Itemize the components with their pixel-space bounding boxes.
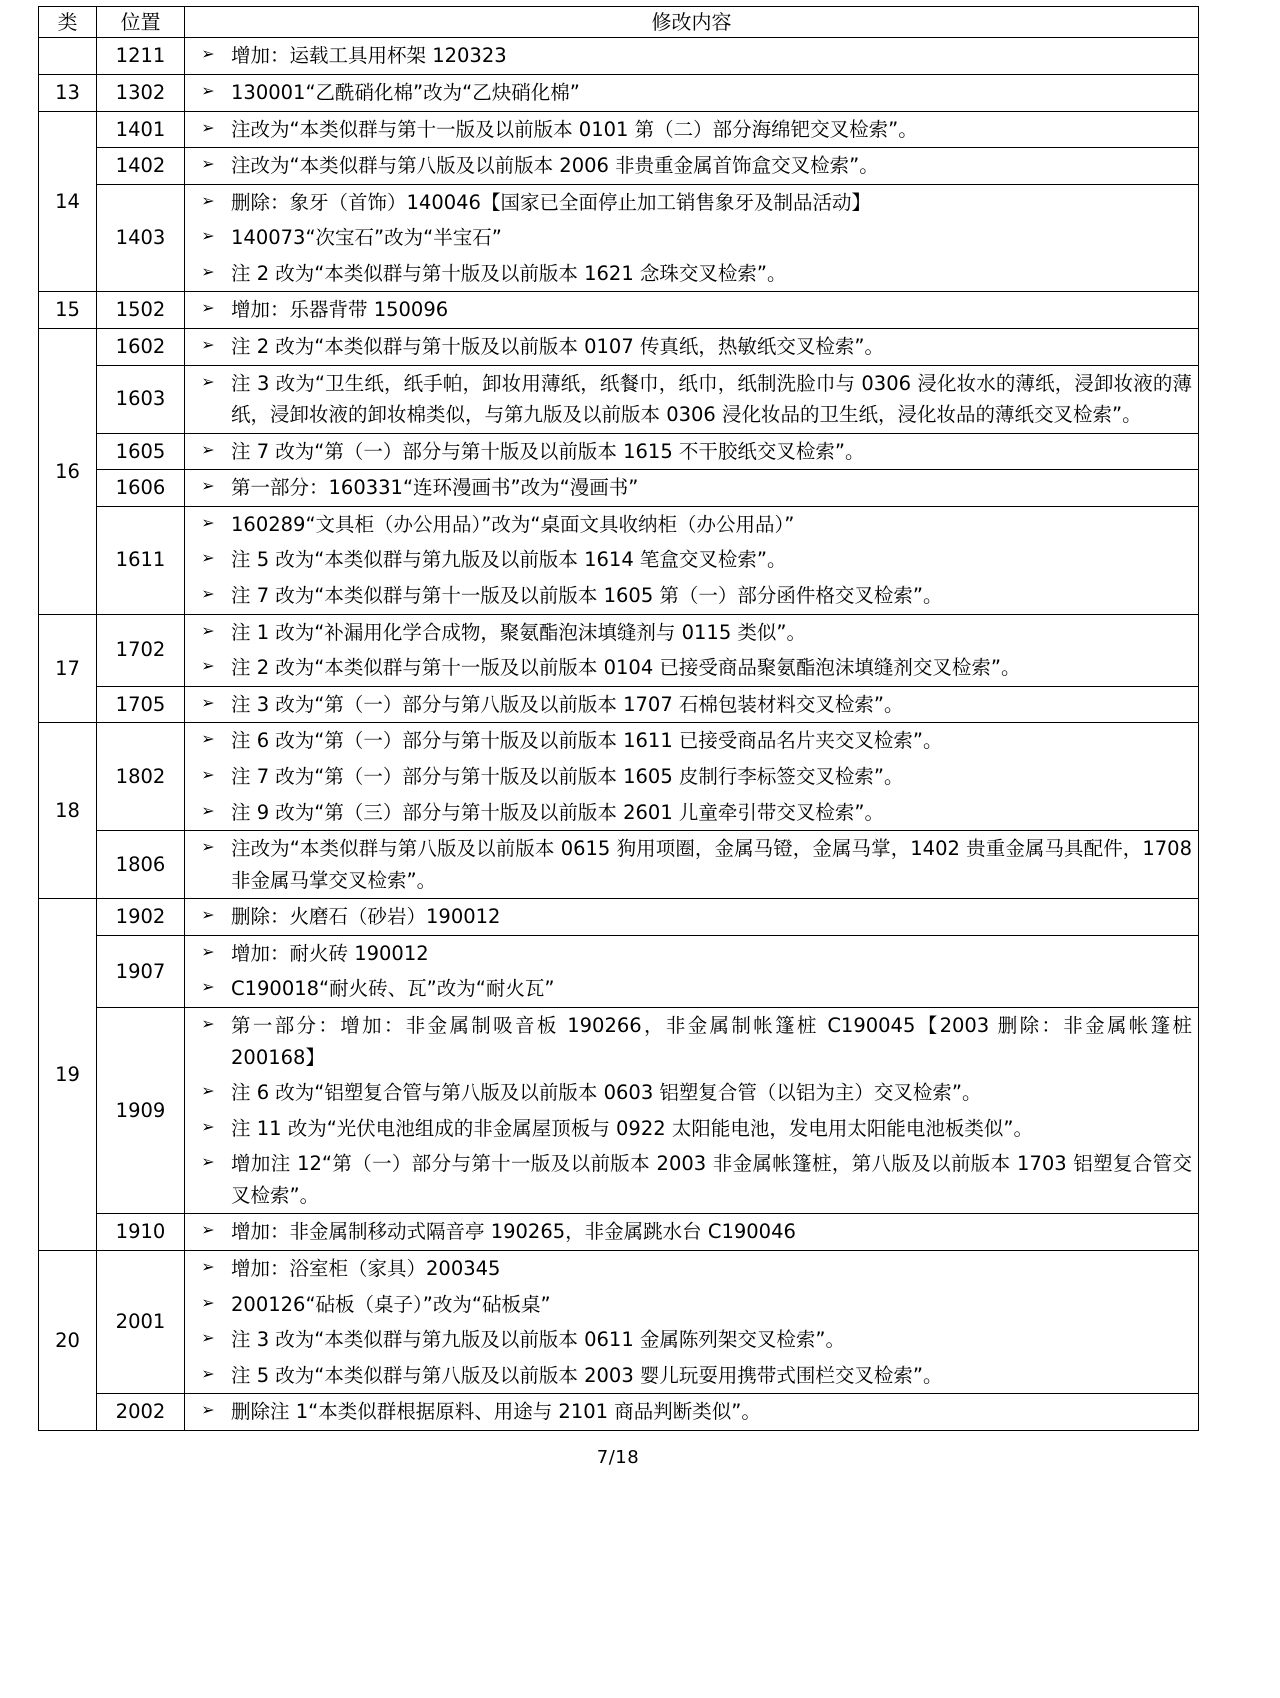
table-row	[39, 329, 1199, 366]
cell-position: 1611	[97, 506, 185, 614]
amendment-text: 第一部分：160331“连环漫画书”改为“漫画书”	[231, 476, 639, 500]
amendment-text: 注 3 改为“卫生纸，纸手帕，卸妆用薄纸，纸餐巾，纸巾，纸制洗脸巾与 0306 浸化妆水的薄纸，浸卸妆液的薄纸，浸卸妆液的卸妆棉类似，与第九版及以前版本 0306 浸化妆品的卫生纸，浸化妆品的薄纸交叉检索”。	[231, 371, 1192, 427]
list-item	[185, 759, 1198, 795]
arrow-bullet-icon: ➢	[201, 1081, 215, 1101]
table-row	[39, 506, 1199, 614]
cell-content	[185, 1251, 1199, 1394]
cell-position: 1402	[97, 148, 185, 185]
arrow-bullet-icon: ➢	[201, 44, 215, 64]
arrow-bullet-icon: ➢	[201, 1292, 215, 1312]
table-body	[39, 38, 1199, 1431]
amendment-list	[185, 366, 1198, 433]
cell-position: 1702	[97, 614, 185, 686]
amendment-text: 注 3 改为“本类似群与第九版及以前版本 0611 金属陈列架交叉检索”。	[231, 1328, 846, 1352]
cell-content	[185, 1008, 1199, 1214]
list-item	[185, 507, 1198, 543]
arrow-bullet-icon: ➢	[201, 80, 215, 100]
amendment-list	[185, 470, 1198, 506]
table-row	[39, 365, 1199, 433]
cell-position: 1910	[97, 1214, 185, 1251]
list-item	[185, 1111, 1198, 1147]
arrow-bullet-icon: ➢	[201, 371, 215, 391]
cell-content	[185, 723, 1199, 831]
table-row	[39, 111, 1199, 148]
table-header	[39, 7, 1199, 38]
list-item	[185, 148, 1198, 184]
cell-content	[185, 899, 1199, 936]
list-item	[185, 38, 1198, 74]
cell-class: 18	[39, 723, 97, 899]
amendment-list	[185, 1008, 1198, 1213]
cell-content	[185, 433, 1199, 470]
list-item	[185, 366, 1198, 433]
cell-position: 1806	[97, 831, 185, 899]
cell-content	[185, 506, 1199, 614]
cell-content	[185, 329, 1199, 366]
amendment-list	[185, 434, 1198, 470]
amendment-list	[185, 1394, 1198, 1430]
arrow-bullet-icon: ➢	[201, 764, 215, 784]
amendment-list	[185, 687, 1198, 723]
amendment-list	[185, 936, 1198, 1007]
cell-content	[185, 111, 1199, 148]
amendment-list	[185, 75, 1198, 111]
arrow-bullet-icon: ➢	[201, 1257, 215, 1277]
cell-position: 1403	[97, 184, 185, 292]
amendment-text: 注 3 改为“第（一）部分与第八版及以前版本 1707 石棉包装材料交叉检索”。	[231, 692, 904, 716]
amendment-text: 注 7 改为“第（一）部分与第十版及以前版本 1605 皮制行李标签交叉检索”。	[231, 764, 904, 788]
table-row	[39, 292, 1199, 329]
cell-class: 15	[39, 292, 97, 329]
amendment-list	[185, 615, 1198, 686]
cell-position: 2002	[97, 1394, 185, 1431]
list-item	[185, 112, 1198, 148]
amendment-text: 注 2 改为“本类似群与第十一版及以前版本 0104 已接受商品聚氨酯泡沫填缝剂交叉检索”。	[231, 656, 1021, 680]
cell-content	[185, 831, 1199, 899]
amendment-text: 增加：运载工具用杯架 120323	[231, 44, 507, 68]
arrow-bullet-icon: ➢	[201, 335, 215, 355]
arrow-bullet-icon: ➢	[201, 620, 215, 640]
list-item	[185, 1214, 1198, 1250]
cell-position: 1603	[97, 365, 185, 433]
amendment-text: 注 5 改为“本类似群与第八版及以前版本 2003 婴儿玩耍用携带式围栏交叉检索”。	[231, 1363, 943, 1387]
table-row	[39, 935, 1199, 1007]
arrow-bullet-icon: ➢	[201, 1220, 215, 1240]
column-header-content: 修改内容	[185, 7, 1199, 38]
table-row	[39, 470, 1199, 507]
amendment-text: C190018“耐火砖、瓦”改为“耐火瓦”	[231, 977, 555, 1001]
list-item	[185, 1251, 1198, 1287]
amendment-text: 增加：浴室柜（家具）200345	[231, 1257, 501, 1281]
cell-class	[39, 38, 97, 75]
list-item	[185, 1075, 1198, 1111]
cell-position: 1606	[97, 470, 185, 507]
cell-position: 1902	[97, 899, 185, 936]
cell-content	[185, 184, 1199, 292]
arrow-bullet-icon: ➢	[201, 941, 215, 961]
cell-position: 1401	[97, 111, 185, 148]
arrow-bullet-icon: ➢	[201, 154, 215, 174]
list-item	[185, 1394, 1198, 1430]
amendment-text: 注 5 改为“本类似群与第九版及以前版本 1614 笔盒交叉检索”。	[231, 548, 787, 572]
list-item	[185, 578, 1198, 614]
amendment-text: 注 6 改为“铝塑复合管与第八版及以前版本 0603 铝塑复合管（以铝为主）交叉检索”。	[231, 1081, 982, 1105]
list-item	[185, 936, 1198, 972]
cell-content	[185, 292, 1199, 329]
amendment-text: 删除：象牙（首饰）140046【国家已全面停止加工销售象牙及制品活动】	[231, 190, 871, 214]
arrow-bullet-icon: ➢	[201, 800, 215, 820]
amendment-list	[185, 329, 1198, 365]
arrow-bullet-icon: ➢	[201, 837, 215, 857]
table-row	[39, 1214, 1199, 1251]
amendment-text: 删除注 1“本类似群根据原料、用途与 2101 商品判断类似”。	[231, 1400, 761, 1424]
arrow-bullet-icon: ➢	[201, 226, 215, 246]
amendment-text: 注 11 改为“光伏电池组成的非金属屋顶板与 0922 太阳能电池，发电用太阳能电池板类似”。	[231, 1116, 1033, 1140]
amendment-list	[185, 1251, 1198, 1393]
cell-position: 1605	[97, 433, 185, 470]
amendment-text: 160289“文具柜（办公用品）”改为“桌面文具收纳柜（办公用品）”	[231, 512, 795, 536]
arrow-bullet-icon: ➢	[201, 584, 215, 604]
list-item	[185, 723, 1198, 759]
amendment-text: 注 7 改为“第（一）部分与第十版及以前版本 1615 不干胶纸交叉检索”。	[231, 439, 865, 463]
cell-content	[185, 686, 1199, 723]
list-item	[185, 971, 1198, 1007]
amendment-list	[185, 292, 1198, 328]
list-item	[185, 1008, 1198, 1075]
amendment-text: 注 1 改为“补漏用化学合成物，聚氨酯泡沫填缝剂与 0115 类似”。	[231, 620, 807, 644]
arrow-bullet-icon: ➢	[201, 548, 215, 568]
list-item	[185, 615, 1198, 651]
amendment-text: 注 2 改为“本类似群与第十版及以前版本 1621 念珠交叉检索”。	[231, 261, 787, 285]
cell-content	[185, 1394, 1199, 1431]
arrow-bullet-icon: ➢	[201, 656, 215, 676]
table-row	[39, 723, 1199, 831]
amendment-text: 增加：耐火砖 190012	[231, 941, 429, 965]
arrow-bullet-icon: ➢	[201, 439, 215, 459]
cell-position: 1802	[97, 723, 185, 831]
list-item	[185, 831, 1198, 898]
table-row	[39, 433, 1199, 470]
amendment-text: 130001“乙酰硝化棉”改为“乙炔硝化棉”	[231, 80, 580, 104]
list-item	[185, 185, 1198, 221]
table-row	[39, 831, 1199, 899]
amendment-list	[185, 112, 1198, 148]
cell-content	[185, 74, 1199, 111]
table-row	[39, 148, 1199, 185]
amendment-text: 注 2 改为“本类似群与第十版及以前版本 0107 传真纸，热敏纸交叉检索”。	[231, 335, 885, 359]
list-item	[185, 899, 1198, 935]
list-item	[185, 220, 1198, 256]
arrow-bullet-icon: ➢	[201, 1400, 215, 1420]
arrow-bullet-icon: ➢	[201, 1152, 215, 1172]
arrow-bullet-icon: ➢	[201, 117, 215, 137]
arrow-bullet-icon: ➢	[201, 1116, 215, 1136]
cell-class: 16	[39, 329, 97, 615]
arrow-bullet-icon: ➢	[201, 905, 215, 925]
arrow-bullet-icon: ➢	[201, 190, 215, 210]
cell-position: 1909	[97, 1008, 185, 1214]
list-item	[185, 1146, 1198, 1213]
amendment-text: 增加：乐器背带 150096	[231, 298, 449, 322]
arrow-bullet-icon: ➢	[201, 1328, 215, 1348]
list-item	[185, 650, 1198, 686]
amendment-text: 注改为“本类似群与第八版及以前版本 2006 非贵重金属首饰盒交叉检索”。	[231, 154, 879, 178]
arrow-bullet-icon: ➢	[201, 1363, 215, 1383]
table-row	[39, 614, 1199, 686]
amendment-list	[185, 831, 1198, 898]
cell-content	[185, 935, 1199, 1007]
arrow-bullet-icon: ➢	[201, 476, 215, 496]
list-item	[185, 542, 1198, 578]
amendment-list	[185, 148, 1198, 184]
amendment-list	[185, 38, 1198, 74]
amendment-list	[185, 185, 1198, 292]
list-item	[185, 687, 1198, 723]
list-item	[185, 1322, 1198, 1358]
list-item	[185, 795, 1198, 831]
amendment-list	[185, 1214, 1198, 1250]
amendment-list	[185, 899, 1198, 935]
cell-content	[185, 1214, 1199, 1251]
cell-content	[185, 614, 1199, 686]
list-item	[185, 434, 1198, 470]
cell-class: 20	[39, 1251, 97, 1431]
table-row	[39, 1008, 1199, 1214]
cell-content	[185, 365, 1199, 433]
table-row	[39, 1394, 1199, 1431]
cell-class: 17	[39, 614, 97, 723]
table-header-row	[39, 7, 1199, 38]
amendment-text: 注 9 改为“第（三）部分与第十版及以前版本 2601 儿童牵引带交叉检索”。	[231, 800, 885, 824]
amendment-text: 增加：非金属制移动式隔音亭 190265，非金属跳水台 C190046	[231, 1220, 796, 1244]
list-item	[185, 470, 1198, 506]
arrow-bullet-icon: ➢	[201, 512, 215, 532]
column-header-position: 位置	[97, 7, 185, 38]
table-row	[39, 38, 1199, 75]
cell-content	[185, 148, 1199, 185]
arrow-bullet-icon: ➢	[201, 729, 215, 749]
arrow-bullet-icon: ➢	[201, 298, 215, 318]
arrow-bullet-icon: ➢	[201, 1014, 215, 1033]
list-item	[185, 75, 1198, 111]
list-item	[185, 256, 1198, 292]
cell-position: 2001	[97, 1251, 185, 1394]
cell-position: 1705	[97, 686, 185, 723]
cell-position: 1502	[97, 292, 185, 329]
amendment-text: 200126“砧板（桌子）”改为“砧板桌”	[231, 1292, 551, 1316]
amendment-text: 140073“次宝石”改为“半宝石”	[231, 226, 502, 250]
amendment-text: 删除：火磨石（砂岩）190012	[231, 905, 501, 929]
arrow-bullet-icon: ➢	[201, 692, 215, 712]
page-number: 7/18	[596, 1446, 640, 1468]
amendment-text: 注改为“本类似群与第十一版及以前版本 0101 第（二）部分海绵钯交叉检索”。	[231, 117, 918, 141]
table-row	[39, 74, 1199, 111]
cell-content	[185, 38, 1199, 75]
cell-class: 13	[39, 74, 97, 111]
cell-class: 14	[39, 111, 97, 292]
cell-position: 1907	[97, 935, 185, 1007]
list-item	[185, 1287, 1198, 1323]
arrow-bullet-icon: ➢	[201, 261, 215, 281]
amendments-table	[38, 6, 1199, 1431]
cell-position: 1602	[97, 329, 185, 366]
column-header-class: 类	[39, 7, 97, 38]
arrow-bullet-icon: ➢	[201, 977, 215, 997]
cell-class: 19	[39, 899, 97, 1251]
table-row	[39, 1251, 1199, 1394]
table-row	[39, 184, 1199, 292]
cell-content	[185, 470, 1199, 507]
cell-position: 1302	[97, 74, 185, 111]
list-item	[185, 1358, 1198, 1394]
amendment-list	[185, 507, 1198, 614]
amendment-list	[185, 723, 1198, 830]
amendment-text: 注 6 改为“第（一）部分与第十版及以前版本 1611 已接受商品名片夹交叉检索”。	[231, 729, 943, 753]
amendment-text: 第一部分：增加：非金属制吸音板 190266，非金属制帐篷桩 C190045【2003 删除：非金属帐篷桩 200168】	[231, 1014, 1192, 1069]
table-row	[39, 899, 1199, 936]
list-item	[185, 329, 1198, 365]
table-row	[39, 686, 1199, 723]
amendment-text: 注 7 改为“本类似群与第十一版及以前版本 1605 第（一）部分函件格交叉检索”。	[231, 584, 943, 608]
amendment-text: 增加注 12“第（一）部分与第十一版及以前版本 2003 非金属帐篷桩，第八版及以前版本 1703 铝塑复合管交叉检索”。	[231, 1152, 1192, 1207]
list-item	[185, 292, 1198, 328]
amendment-text: 注改为“本类似群与第八版及以前版本 0615 狗用项圈，金属马镫，金属马掌，1402 贵重金属马具配件，1708 非金属马掌交叉检索”。	[231, 837, 1192, 892]
cell-position: 1211	[97, 38, 185, 75]
